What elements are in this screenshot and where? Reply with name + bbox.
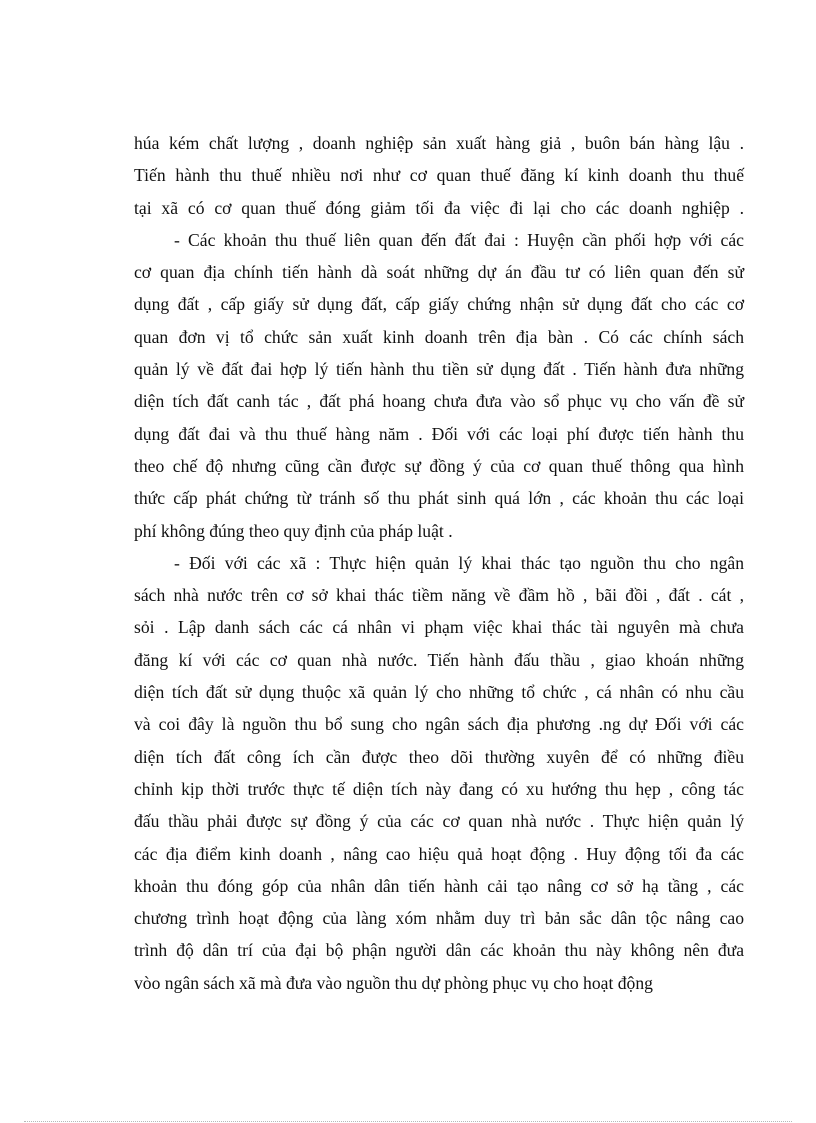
paragraph-start-line: - Các khoản thu thuế liên quan đến đất đai : Huyện cần phối hợp với các: [174, 229, 744, 250]
text-line: đấu thầu phải được sự đồng ý của các cơ quan nhà nước . Thực hiện quản lý: [134, 811, 744, 832]
text-line: Tiến hành thu thuế nhiều nơi như cơ quan thuế đăng kí kinh doanh thu thuế: [134, 165, 744, 186]
text-line: dụng đất , cấp giấy sử dụng đất, cấp giấy chứng nhận sử dụng đất cho các cơ: [134, 294, 744, 315]
text-line: dụng đất đai và thu thuế hàng năm . Đối với các loại phí được tiến hành thu: [134, 423, 744, 444]
text-line: quản lý về đất đai hợp lý tiến hành thu tiền sử dụng đất . Tiến hành đưa những: [134, 359, 744, 380]
text-line: tại xã có cơ quan thuế đóng giảm tối đa việc đi lại cho các doanh nghiệp .: [134, 197, 744, 218]
text-line: diện tích đất canh tác , đất phá hoang chưa đưa vào sổ phục vụ cho vấn đề sử: [134, 391, 744, 412]
text-line: húa kém chất lượng , doanh nghiệp sản xuất hàng giả , buôn bán hàng lậu .: [134, 133, 744, 153]
text-line: diện tích đất sử dụng thuộc xã quản lý cho những tổ chức , cá nhân có nhu cầu: [134, 682, 744, 703]
text-line: thức cấp phát chứng từ tránh số thu phát sinh quá lớn , các khoản thu các loại: [134, 488, 744, 509]
text-line: diện tích đất công ích cần được theo dõi thường xuyên để có những điều: [134, 746, 744, 767]
text-line: sỏi . Lập danh sách các cá nhân vi phạm việc khai thác tài nguyên mà chưa: [134, 617, 744, 638]
text-line: quan đơn vị tổ chức sản xuất kinh doanh trên địa bàn . Có các chính sách: [134, 326, 744, 347]
page-bottom-rule: [24, 1121, 792, 1122]
text-line: trình độ dân trí của đại bộ phận người dân các khoản thu này không nên đưa: [134, 940, 744, 961]
text-line: sách nhà nước trên cơ sở khai thác tiềm năng về đầm hồ , bãi đồi , đất . cát ,: [134, 585, 744, 606]
text-line: đăng kí với các cơ quan nhà nước. Tiến hành đấu thầu , giao khoán những: [134, 649, 744, 670]
text-line: cơ quan địa chính tiến hành dà soát những dự án đầu tư có liên quan đến sử: [134, 262, 744, 283]
paragraph-end-line: phí không đúng theo quy định của pháp luật .: [134, 520, 453, 541]
body-text: [134, 127, 744, 999]
text-line: khoản thu đóng góp của nhân dân tiến hành cải tạo nâng cơ sở hạ tầng , các: [134, 875, 744, 896]
text-line: và coi đây là nguồn thu bổ sung cho ngân sách địa phương .ng dự Đối với các: [134, 714, 744, 735]
text-line: chương trình hoạt động của làng xóm nhằm duy trì bản sắc dân tộc nâng cao: [134, 908, 744, 929]
text-line: vòo ngân sách xã mà đưa vào nguồn thu dự phòng phục vụ cho hoạt động: [134, 972, 653, 993]
text-line: các địa điểm kinh doanh , nâng cao hiệu quả hoạt động . Huy động tối đa các: [134, 843, 744, 864]
paragraph-start-line: - Đối với các xã : Thực hiện quản lý khai thác tạo nguồn thu cho ngân: [174, 552, 744, 573]
text-line: theo chế độ nhưng cũng cần được sự đồng ý của cơ quan thuế thông qua hình: [134, 455, 744, 476]
text-line: chỉnh kịp thời trước thực tế diện tích này đang có xu hướng thu hẹp , công tác: [134, 778, 744, 799]
